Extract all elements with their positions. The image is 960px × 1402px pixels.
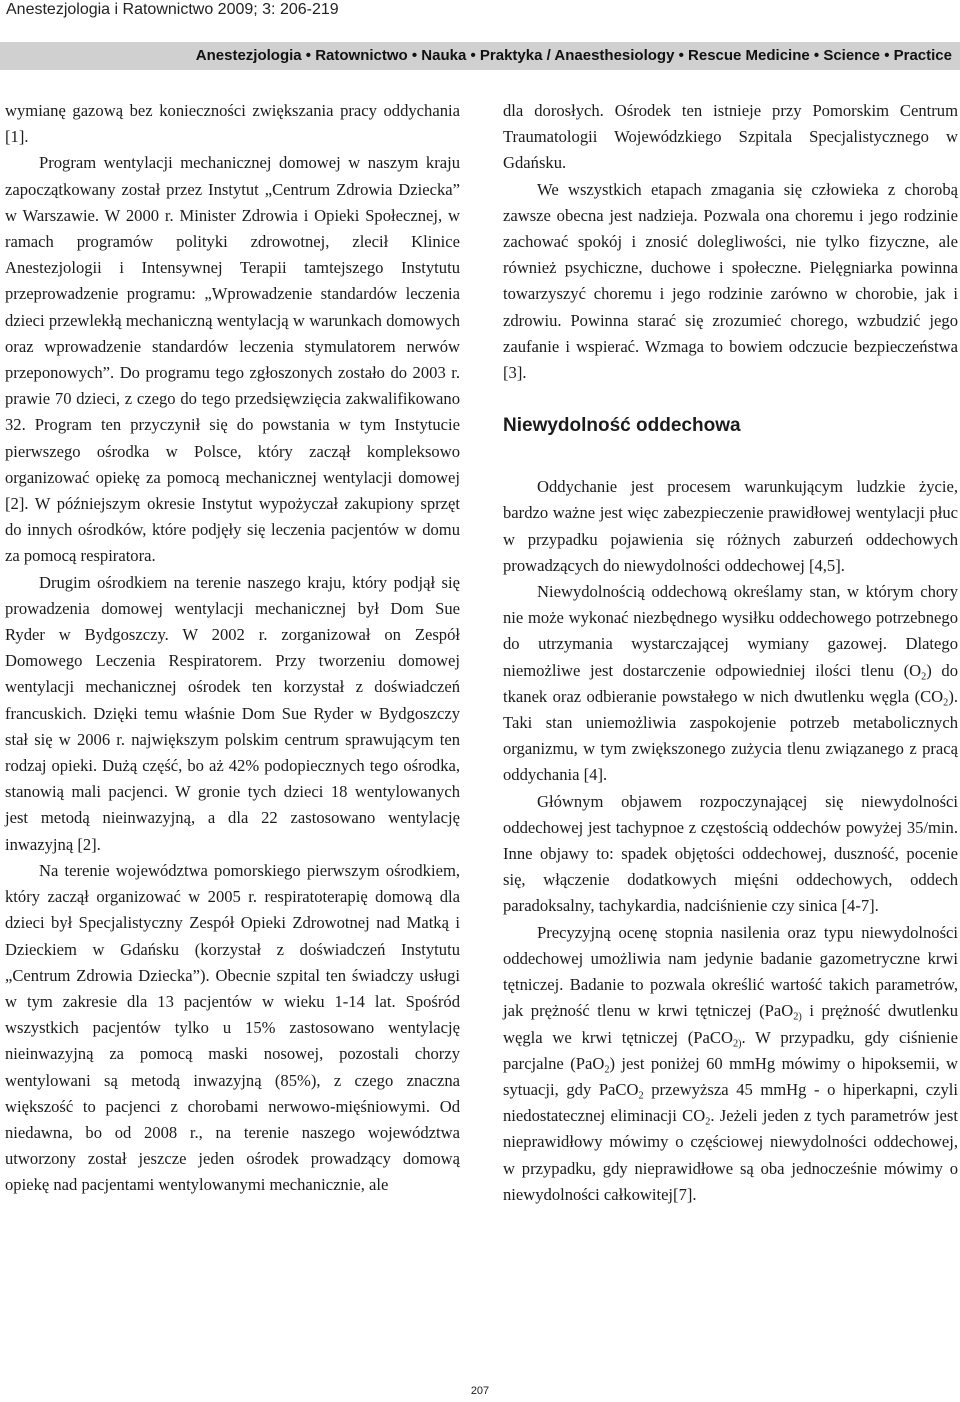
- text-run: . W przypadku, gdy ciśnienie parcjalne (PaO: [503, 1027, 958, 1073]
- text-run: ) do tkanek oraz odbieranie powstałego w nich dwutlenku węgla (CO: [503, 660, 958, 706]
- right-column: [503, 98, 958, 1208]
- text-run: i prężność dwutlenku węgla we krwi tętniczej (PaCO: [503, 1001, 958, 1047]
- text-run: Niewydolnością oddechową określamy stan, w którym chory nie może wykonać niezbędnego wysiłku oddechowego potrzebnego do utrzymania wystarczającej wymiany gazowej. Dlatego niemożliwe jest dostarczenie odpowiedniej ilości tlenu (O: [503, 582, 958, 680]
- text-run: ). Taki stan uniemożliwia zaspokojenie potrzeb metabolicznych organizmu, w tym zwiększonego zużycia tlenu związanego z pracą oddychania [4].: [503, 686, 958, 785]
- right-paragraph-6: [503, 920, 958, 1208]
- subscript: 2: [921, 671, 927, 683]
- right-paragraph-5: Głównym objawem rozpoczynającej się niewydolności oddechowej jest tachypnoe z częstością oddechów powyżej 35/min. Inne objawy to: spadek objętości oddechowej, duszność, pocenie się, włączenie dodatkowych mięśni oddechowych, oddech paradoksalny, tachykardia, nadciśnienie czy sinica [4-7].: [503, 791, 958, 916]
- right-paragraph-2: We wszystkich etapach zmagania się człowieka z chorobą zawsze obecna jest nadzieja. Pozwala ona choremu i jego rodzinie zachować spokój i znosić dolegliwości, nie tylko fizyczne, ale również psychiczne, duchowe i społeczne. Pielęgniarka powinna towarzyszyć choremu i jego rodzinie zarówno w chorobie, jak i zdrowiu. Powinna starać się zrozumieć chorego, wzbudzić jego zaufanie i wspierać. Wzmaga to bowiem odczucie bezpieczeństwa [3].: [503, 179, 958, 383]
- left-paragraph-1: wymianę gazową bez konieczności zwiększania pracy oddychania [1].: [5, 101, 460, 147]
- right-paragraph-1: dla dorosłych. Ośrodek ten istnieje przy Pomorskim Centrum Traumatologii Wojewódzkiego Szpitala Specjalistycznego w Gdańsku.: [503, 101, 958, 173]
- text-run: ) jest poniżej 60 mmHg mówimy o hipoksemii, w sytuacji, gdy PaCO: [503, 1053, 958, 1099]
- right-paragraph-3: Oddychanie jest procesem warunkującym ludzkie życie, bardzo ważne jest więc zabezpieczenie prawidłowej wentylacji płuc w przypadku pojawienia się różnych zaburzeń oddechowych prowadzących do niewydolności oddechowej [4,5].: [503, 477, 958, 575]
- left-paragraph-4: Na terenie województwa pomorskiego pierwszym ośrodkiem, który zaczął organizować w 2005 r. respiratoterapię domową dla dzieci był Specjalistyczny Zespół Opieki Zdrowotnej nad Matką i Dzieckiem w Gdańsku (korzystał z doświadczeń Instytutu „Centrum Zdrowia Dziecka”). Obecnie szpital ten świadczy usługi w tym zakresie dla 13 pacjentów w wieku 1-14 lat. Spośród wszystkich pacjentów tylko u 15% zastosowano wentylację nieinwazyjną za pomocą maski nosowej, pozostali chorzy wentylowani są metodą inwazyjną (85%), z czego znaczna większość to pacjenci z chorobami nerwowo-mięśniowymi. Od niedawna, bo od 2008 r., na terenie naszego województwa utworzony został jeszcze jeden ośrodek prowadzący domową opiekę nad pacjentami wentylowanymi mechanicznie, ale: [5, 860, 460, 1195]
- text-run: . Jeżeli jeden z tych parametrów jest nieprawidłowy mówimy o częściowej niewydolności oddechowej, w przypadku, gdy nieprawidłowe są oba jednocześnie mówimy o niewydolności całkowitej[7].: [503, 1106, 958, 1204]
- section-heading: Niewydolność oddechowa: [503, 415, 741, 437]
- journal-citation: Anestezjologia i Ratownictwo 2009; 3: 206-219: [6, 1, 339, 18]
- subscript: 2: [604, 1064, 610, 1076]
- left-paragraph-2: Program wentylacji mechanicznej domowej w naszym kraju zapoczątkowany został przez Instytut „Centrum Zdrowia Dziecka” w Warszawie. W 2000 r. Minister Zdrowia i Opieki Społecznej, w ramach programów polityki zdrowotnej, zlecił Klinice Anestezjologii i Intensywnej Terapii tamtejszego Instytutu przeprowadzenie programu: „Wprowadzenie standardów leczenia dzieci przewlekłą mechaniczną wentylacją w warunkach domowych oraz wprowadzenie standardów leczenia stymulatorem nerwów przeponowych”. Do programu tego zgłoszonych zostało do 2003 r. prawie 70 dzieci, z czego do tego przedsięwzięcia zakwalifikowano 32. Program ten przyczynił się do powstania w tym Instytucie pierwszego ośrodka w Polsce, który zaczął kompleksowo organizować opiekę za pomocą mechanicznej wentylacji domowej [2]. W późniejszym okresie Instytut wypożyczał zakupiony sprzęt do innych ośrodków, które podjęły się leczenia pacjentów w domu za pomocą respiratora.: [5, 153, 460, 566]
- text-run: Precyzyjną ocenę stopnia nasilenia oraz typu niewydolności oddechowej umożliwia nam jedynie badanie gazometryczne krwi tętniczej. Badanie to pozwala określić wartość takich parametrów, jak prężność tlenu w krwi tętniczej (PaO: [503, 922, 958, 1021]
- subscript: 2): [732, 1038, 742, 1050]
- subscript: 2: [705, 1116, 711, 1128]
- journal-banner: Anestezjologia • Ratownictwo • Nauka • Praktyka / Anaesthesiology • Rescue Medicine • Science • Practice: [0, 42, 960, 70]
- subscript: 2): [793, 1011, 802, 1023]
- page-number: 207: [470, 1385, 490, 1397]
- left-paragraph-3: Drugim ośrodkiem na terenie naszego kraju, który podjął się prowadzenia domowej wentylacji mechanicznej był Dom Sue Ryder w Bydgoszczy. W 2002 r. zorganizował on Zespół Domowego Leczenia Respiratorem. Przy tworzeniu domowej wentylacji mechanicznej ośrodek ten korzystał z doświadczeń francuskich. Dzięki temu właśnie Dom Sue Ryder w Bydgoszczy stał się w 2006 r. największym polskim centrum sprawującym ten rodzaj opieki. Dużą część, bo aż 42% podopiecznych tego ośrodka, stanowią mali pacjenci. W gronie tych dzieci 18 wentylowanych jest metodą nieinwazyjną, a dla 22 zastosowano wentylację inwazyjną [2].: [5, 572, 460, 854]
- subscript: 2: [943, 697, 949, 709]
- text-run: przewyższa 45 mmHg - o hiperkapni, czyli niedostatecznej eliminacji CO: [503, 1079, 959, 1126]
- subscript: 2: [638, 1090, 644, 1102]
- left-column: [5, 98, 460, 1199]
- right-paragraph-4: [503, 579, 958, 789]
